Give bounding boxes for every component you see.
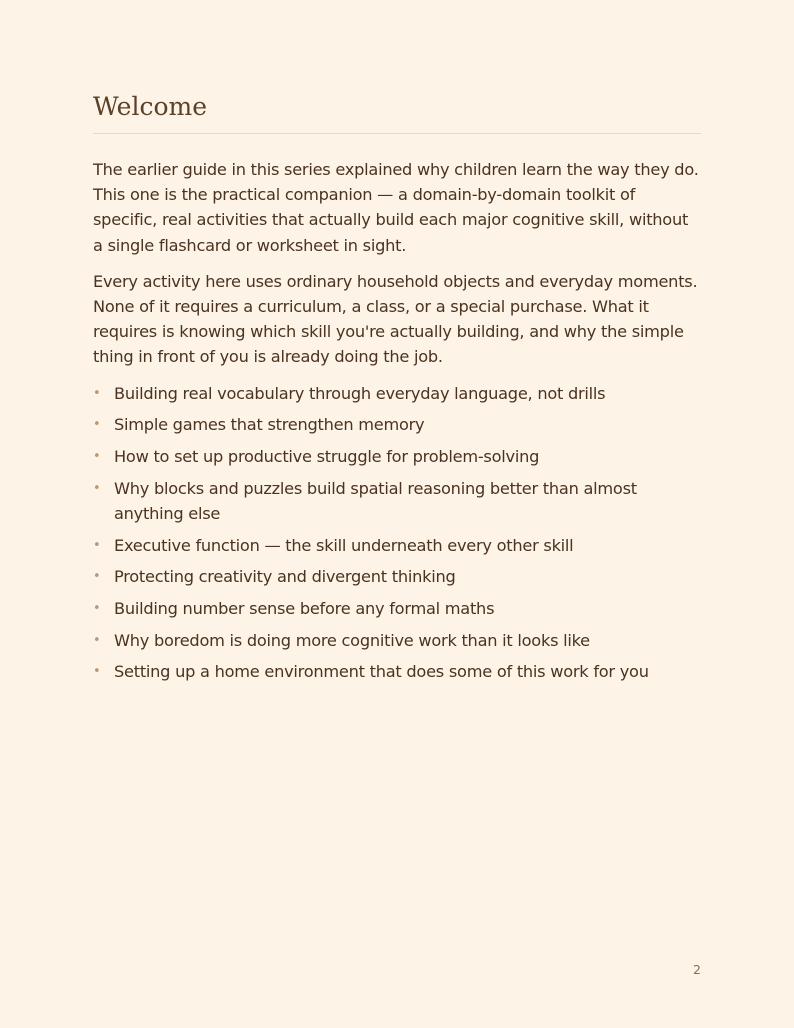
list-item bbox=[93, 628, 701, 653]
bullet-icon: • bbox=[93, 417, 101, 433]
body-paragraph: Every activity here uses ordinary household objects and everyday moments. None of it requires a curriculum, a class, or a special purchase. What it requires is knowing which skill you're actually building, and why the simple thing in front of you is already doing the job. bbox=[93, 271, 698, 367]
bullet-icon: • bbox=[93, 480, 101, 496]
list-item-text: Simple games that strengthen memory bbox=[114, 415, 425, 435]
list-item bbox=[93, 564, 701, 589]
list-item-text: Why blocks and puzzles build spatial reasoning better than almost anything else bbox=[114, 478, 637, 523]
list-item bbox=[93, 412, 701, 437]
bullet-icon: • bbox=[93, 537, 101, 553]
bullet-icon: • bbox=[93, 569, 101, 585]
list-item bbox=[93, 444, 701, 469]
bullet-icon: • bbox=[93, 449, 101, 465]
list-item-text: Why boredom is doing more cognitive work than it looks like bbox=[114, 630, 590, 650]
page-heading: Welcome bbox=[93, 90, 701, 134]
list-item-text: Building real vocabulary through everyday language, not drills bbox=[114, 383, 606, 403]
list-item bbox=[93, 476, 701, 526]
bullet-icon: • bbox=[93, 632, 101, 648]
list-item-text: Setting up a home environment that does some of this work for you bbox=[114, 662, 649, 682]
bullet-icon: • bbox=[93, 601, 101, 617]
intro-paragraph: The earlier guide in this series explained why children learn the way they do. This one is the practical companion — a domain-by-domain toolkit of specific, real activities that actually build each major cognitive skill, without a single flashcard or worksheet in sight. bbox=[93, 160, 699, 255]
page-number: 2 bbox=[693, 962, 701, 977]
list-item-text: Building number sense before any formal maths bbox=[114, 599, 495, 619]
topic-list bbox=[93, 381, 701, 685]
list-item bbox=[93, 533, 701, 558]
bullet-icon: • bbox=[93, 664, 101, 680]
list-item bbox=[93, 596, 701, 621]
list-item-text: How to set up productive struggle for problem-solving bbox=[114, 447, 540, 467]
list-item-text: Protecting creativity and divergent thinking bbox=[114, 567, 456, 587]
page-content bbox=[93, 90, 701, 691]
list-item-text: Executive function — the skill underneath every other skill bbox=[114, 535, 574, 555]
list-item bbox=[93, 381, 701, 406]
list-item bbox=[93, 659, 701, 684]
bullet-icon: • bbox=[93, 385, 101, 401]
